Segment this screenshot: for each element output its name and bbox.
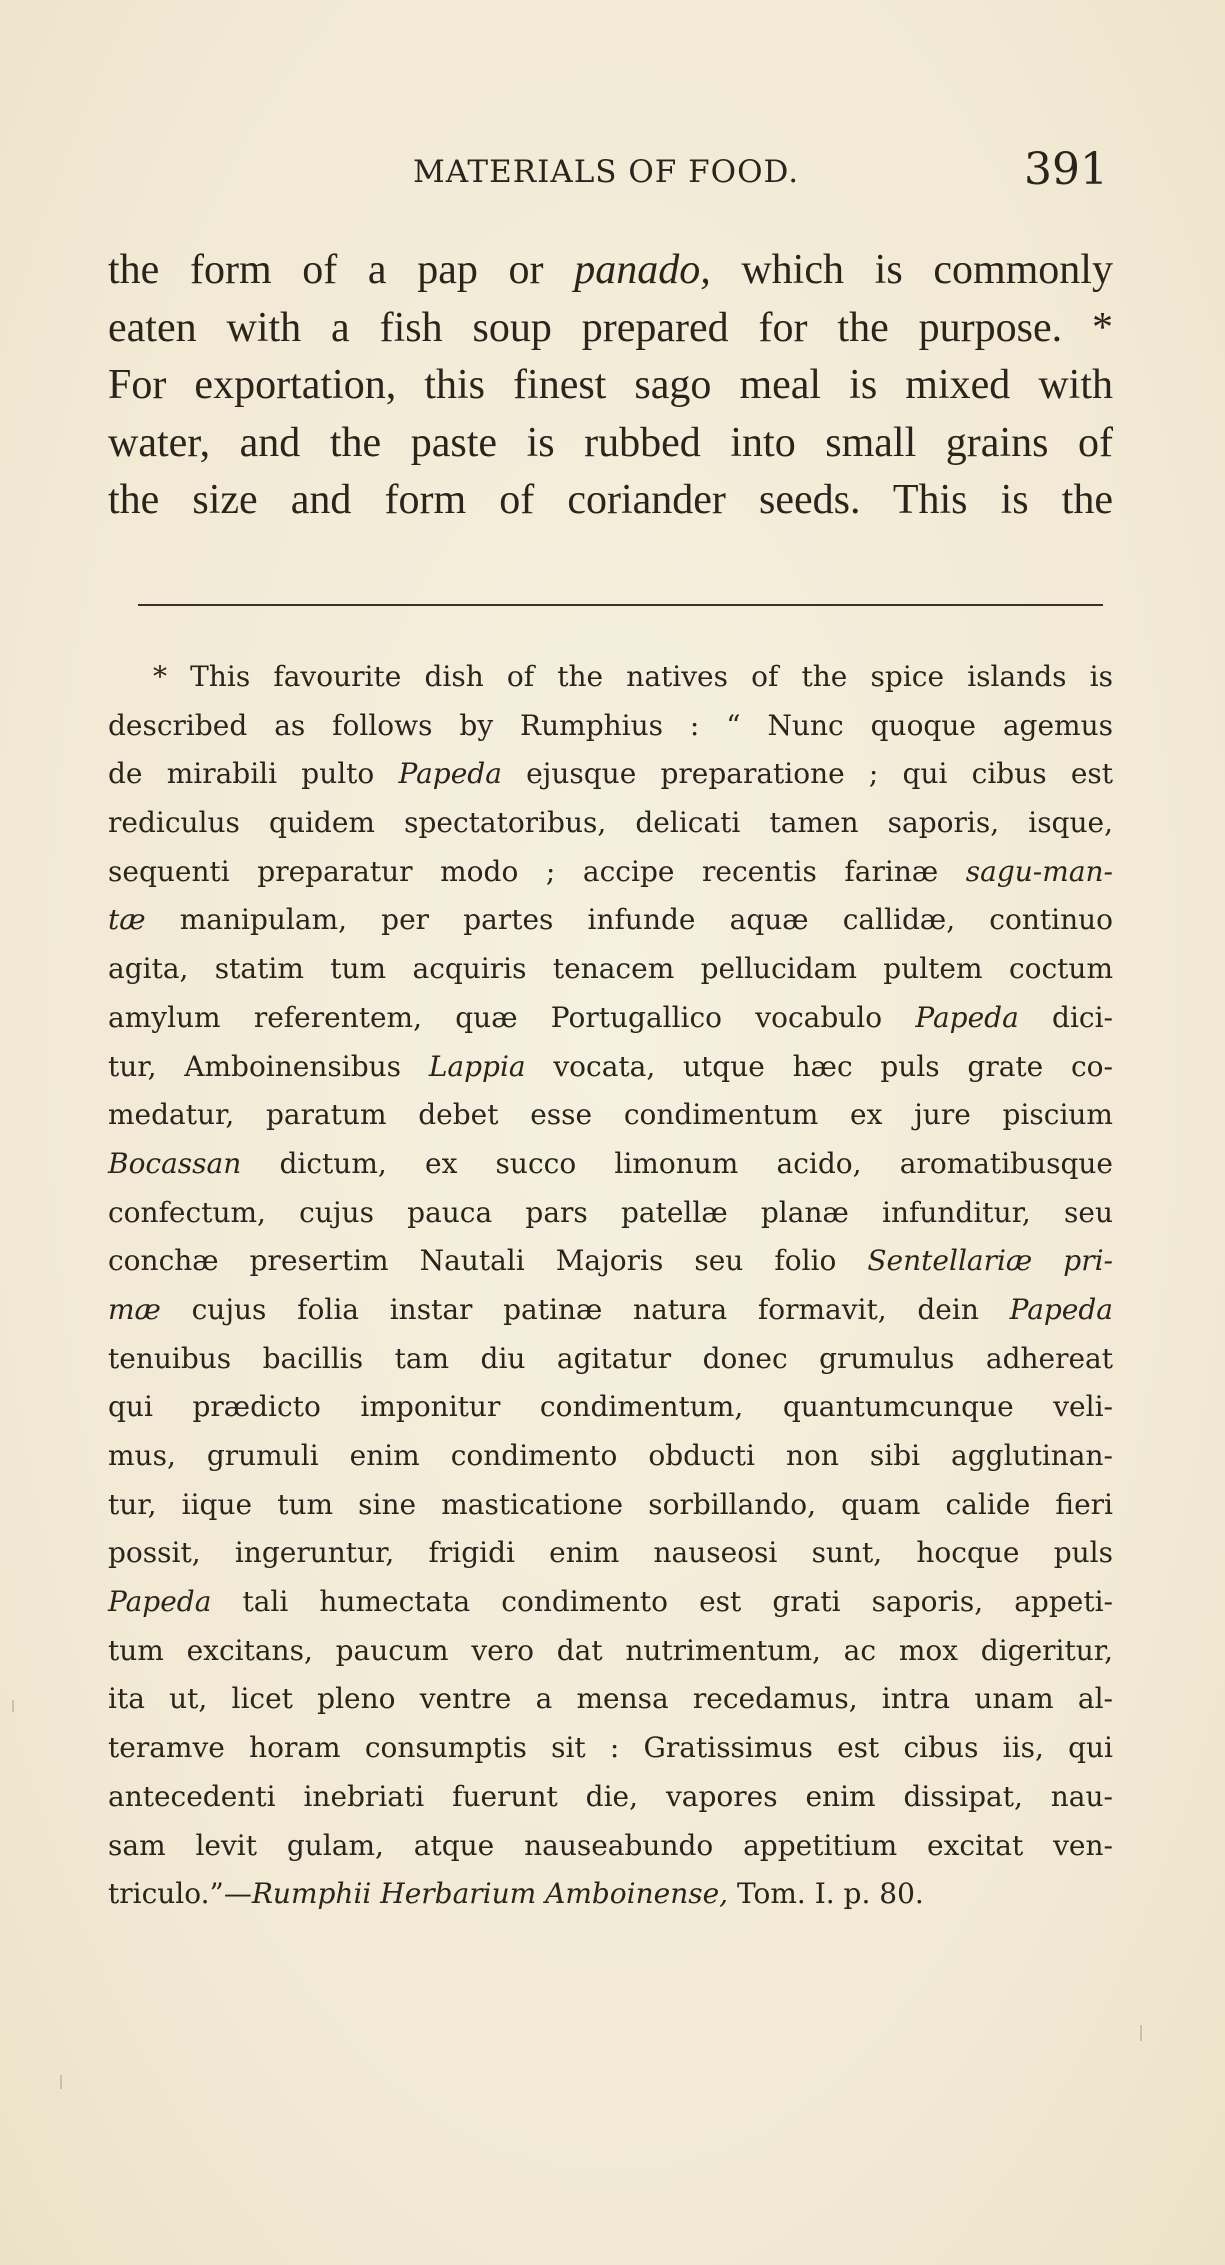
- text-line: the form of a pap or panado, which is commonly: [108, 247, 1113, 293]
- footnote-line: sequenti preparatur modo ; accipe recentis farinæ sagu-man-: [108, 854, 1113, 888]
- footnote-line: confectum, cujus pauca pars patellæ planæ infunditur, seu: [108, 1195, 1113, 1229]
- footnote-line: de mirabili pulto Papeda ejusque preparatione ; qui cibus est: [108, 757, 1114, 791]
- footnote-line: described as follows by Rumphius : “ Nunc quoque agemus: [108, 708, 1113, 742]
- footnote-line: mus, grumuli enim condimento obducti non sibi agglutinan-: [108, 1439, 1113, 1472]
- text-line: eaten with a fish soup prepared for the purpose. *: [108, 304, 1113, 351]
- footnote-line: * This favourite dish of the natives of the spice islands is: [153, 660, 1113, 693]
- footnote-rule: [138, 604, 1103, 606]
- footnote-line: Bocassan dictum, ex succo limonum acido, aromatibusque: [108, 1146, 1113, 1180]
- footnote-line: antecedenti inebriati fuerunt die, vapores enim dissipat, nau-: [108, 1779, 1113, 1813]
- text-line: For exportation, this finest sago meal is mixed with: [108, 362, 1113, 408]
- footnote-line: medatur, paratum debet esse condimentum ex jure piscium: [108, 1098, 1113, 1132]
- footnote-line: sam levit gulam, atque nauseabundo appetitium excitat ven-: [108, 1828, 1113, 1862]
- footnote-line: tur, iique tum sine masticatione sorbillando, quam calide fieri: [108, 1487, 1113, 1521]
- footnote-line: conchæ presertim Nautali Majoris seu folio Sentellariæ pri-: [108, 1244, 1113, 1278]
- footnote-line: tur, Amboinensibus Lappia vocata, utque hæc puls grate co-: [108, 1049, 1114, 1083]
- page-number: 391: [1024, 144, 1108, 195]
- paper-fleck: [60, 2075, 62, 2089]
- footnote-line: tenuibus bacillis tam diu agitatur donec grumulus adhereat: [108, 1341, 1113, 1375]
- paper-fleck: [1140, 2025, 1142, 2041]
- page-header: [108, 138, 1108, 208]
- footnote-line: tæ manipulam, per partes infunde aquæ callidæ, continuo: [108, 903, 1113, 937]
- main-text: [108, 242, 1113, 530]
- footnote-line: possit, ingeruntur, frigidi enim nauseosi sunt, hocque puls: [108, 1536, 1113, 1570]
- footnote-line: agita, statim tum acquiris tenacem pellucidam pultem coctum: [108, 952, 1113, 986]
- running-head: MATERIALS OF FOOD.: [413, 154, 800, 190]
- footnote-line: tum excitans, paucum vero dat nutrimentum, ac mox digeritur,: [108, 1633, 1113, 1667]
- footnote-line: Papeda tali humectata condimento est grati saporis, appeti-: [108, 1585, 1113, 1619]
- footnote-line: mæ cujus folia instar patinæ natura formavit, dein Papeda: [108, 1292, 1113, 1326]
- footnote-line: rediculus quidem spectatoribus, delicati tamen saporis, isque,: [108, 806, 1113, 840]
- paper-fleck: [12, 1700, 14, 1712]
- footnote-line: qui prædicto imponitur condimentum, quantumcunque veli-: [108, 1390, 1113, 1424]
- text-line: the size and form of coriander seeds. This is the: [108, 477, 1113, 523]
- footnote-line: triculo.”—Rumphii Herbarium Amboinense, Tom. I. p. 80.: [108, 1877, 924, 1911]
- footnote: [108, 653, 1113, 1919]
- text-line: water, and the paste is rubbed into small grains of: [108, 419, 1113, 466]
- footnote-line: amylum referentem, quæ Portugallico vocabulo Papeda dici-: [108, 1000, 1113, 1034]
- footnote-line: ita ut, licet pleno ventre a mensa recedamus, intra unam al-: [108, 1682, 1113, 1716]
- footnote-line: teramve horam consumptis sit : Gratissimus est cibus iis, qui: [108, 1731, 1113, 1765]
